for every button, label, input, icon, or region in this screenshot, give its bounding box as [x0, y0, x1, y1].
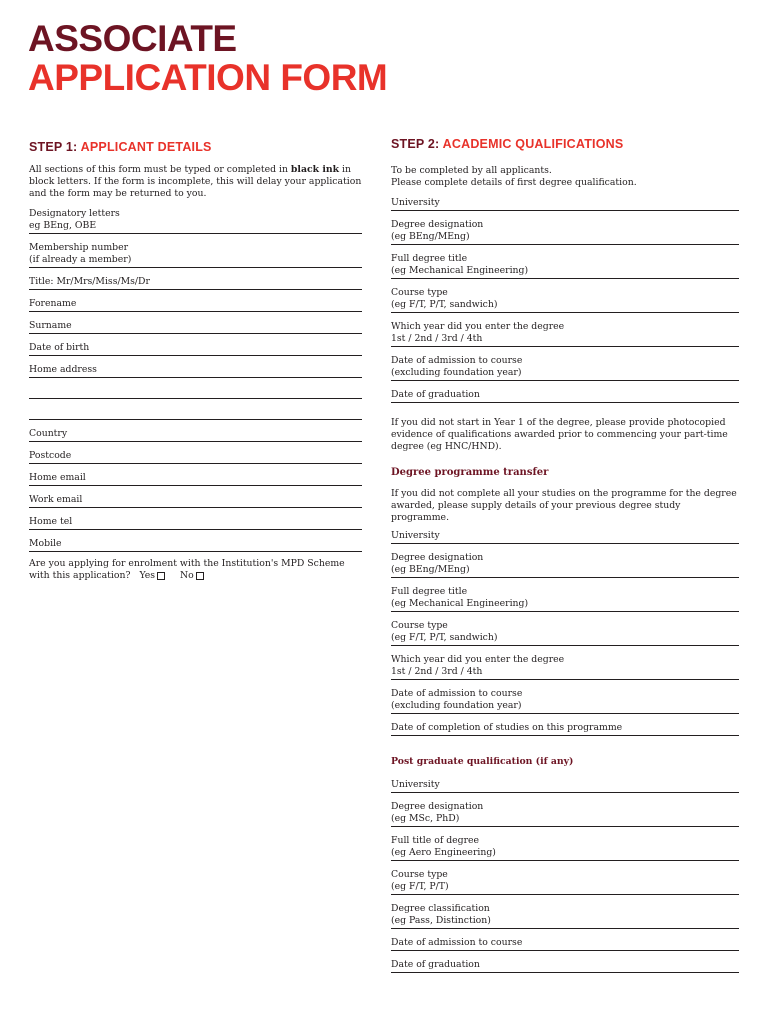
field-hint: 1st / 2nd / 3rd / 4th — [391, 666, 483, 677]
form-field[interactable] — [391, 935, 739, 951]
field-hint: (eg F/T, P/T, sandwich) — [391, 632, 498, 643]
form-field[interactable] — [391, 387, 739, 403]
step1-section — [29, 140, 362, 582]
form-field[interactable] — [29, 296, 362, 312]
field-hint: (eg BEng/MEng) — [391, 564, 470, 575]
form-field[interactable] — [391, 251, 739, 279]
form-field[interactable] — [391, 833, 739, 861]
field-label: Postcode — [29, 450, 72, 461]
step2-heading: STEP 2: ACADEMIC QUALIFICATIONS — [391, 137, 624, 151]
form-field[interactable] — [391, 901, 739, 929]
field-label: Degree designation — [391, 219, 484, 230]
form-field[interactable] — [391, 195, 739, 211]
field-hint: (eg Aero Engineering) — [391, 847, 496, 858]
form-field[interactable] — [29, 274, 362, 290]
form-field[interactable] — [29, 514, 362, 530]
title-line-1: ASSOCIATE — [28, 18, 237, 59]
field-hint: (eg F/T, P/T) — [391, 881, 449, 892]
form-field[interactable] — [29, 492, 362, 508]
field-label: Membership number — [29, 242, 129, 253]
form-field[interactable] — [391, 319, 739, 347]
field-label: Home email — [29, 472, 86, 483]
field-label: Surname — [29, 320, 72, 331]
field-label: Mobile — [29, 538, 62, 549]
step2-section — [391, 137, 739, 979]
step1-fields — [29, 206, 362, 378]
form-title — [28, 20, 387, 96]
title-line-2: APPLICATION FORM — [28, 57, 388, 98]
transfer-fields — [391, 528, 739, 736]
field-hint: (if already a member) — [29, 254, 132, 265]
field-label: Course type — [391, 287, 448, 298]
transfer-intro: If you did not complete all your studies on the programme for the degree awarded, please supply details of your previous degree study programme. — [391, 488, 737, 523]
transfer-heading: Degree programme transfer — [391, 467, 549, 478]
mpd-question: Are you applying for enrolment with the Institution's MPD Scheme with this application? Yes No — [29, 558, 345, 581]
form-field[interactable] — [391, 353, 739, 381]
field-hint: (eg F/T, P/T, sandwich) — [391, 299, 498, 310]
home-address-line-3[interactable] — [29, 405, 362, 420]
form-field[interactable] — [29, 426, 362, 442]
yes-checkbox[interactable] — [157, 572, 165, 580]
form-field[interactable] — [29, 318, 362, 334]
field-label: Full title of degree — [391, 835, 480, 846]
field-hint: (excluding foundation year) — [391, 367, 522, 378]
field-label: Date of graduation — [391, 959, 480, 970]
step1-intro: All sections of this form must be typed or completed in black ink in block letters. If the form is incomplete, this will delay your application and the form may be returned to you. — [29, 164, 362, 199]
field-hint: (eg MSc, PhD) — [391, 813, 460, 824]
field-label: Course type — [391, 869, 448, 880]
field-label: Country — [29, 428, 68, 439]
field-hint: (excluding foundation year) — [391, 700, 522, 711]
field-label: Degree designation — [391, 552, 484, 563]
field-label: Home tel — [29, 516, 73, 527]
form-field[interactable] — [391, 686, 739, 714]
form-field[interactable] — [29, 470, 362, 486]
form-field[interactable] — [391, 618, 739, 646]
form-field[interactable] — [391, 217, 739, 245]
field-label: Full degree title — [391, 586, 468, 597]
field-label: University — [391, 530, 440, 541]
field-label: Designatory letters — [29, 208, 120, 219]
step2-fields — [391, 195, 739, 403]
field-label: Date of admission to course — [391, 355, 523, 366]
field-label: Degree designation — [391, 801, 484, 812]
field-label: Date of graduation — [391, 389, 480, 400]
form-field[interactable] — [29, 536, 362, 552]
form-field[interactable] — [391, 652, 739, 680]
field-label: Which year did you enter the degree — [391, 654, 565, 665]
form-field[interactable] — [391, 528, 739, 544]
field-label: University — [391, 197, 440, 208]
step1-fields-contact — [29, 426, 362, 552]
field-label: University — [391, 779, 440, 790]
field-label: Which year did you enter the degree — [391, 321, 565, 332]
form-field[interactable] — [29, 206, 362, 234]
field-label: Date of admission to course — [391, 937, 523, 948]
field-hint: eg BEng, OBE — [29, 220, 97, 231]
home-address-line-2[interactable] — [29, 384, 362, 399]
form-field[interactable] — [391, 584, 739, 612]
postgrad-heading: Post graduate qualification (if any) — [391, 756, 574, 767]
field-label: Title: Mr/Mrs/Miss/Ms/Dr — [29, 276, 150, 287]
field-hint: (eg Mechanical Engineering) — [391, 265, 529, 276]
field-hint: (eg Pass, Distinction) — [391, 915, 491, 926]
form-field[interactable] — [391, 777, 739, 793]
form-field[interactable] — [391, 867, 739, 895]
form-field[interactable] — [29, 340, 362, 356]
postgrad-fields — [391, 777, 739, 973]
step2-intro: To be completed by all applicants. Please complete details of first degree qualification. — [391, 165, 637, 188]
form-field[interactable] — [391, 957, 739, 973]
field-label: Course type — [391, 620, 448, 631]
field-label: Full degree title — [391, 253, 468, 264]
field-label: Date of completion of studies on this programme — [391, 722, 623, 733]
form-field[interactable] — [391, 285, 739, 313]
form-field[interactable] — [391, 799, 739, 827]
form-field[interactable] — [29, 240, 362, 268]
form-field[interactable] — [391, 550, 739, 578]
no-label: No — [180, 570, 194, 581]
field-label: Work email — [29, 494, 83, 505]
yes-label: Yes — [139, 570, 156, 581]
field-hint: (eg Mechanical Engineering) — [391, 598, 529, 609]
field-label: Date of birth — [29, 342, 90, 353]
field-label: Forename — [29, 298, 77, 309]
field-hint: (eg BEng/MEng) — [391, 231, 470, 242]
form-field[interactable] — [391, 720, 739, 736]
field-label: Home address — [29, 364, 97, 375]
form-field[interactable] — [29, 448, 362, 464]
field-hint: 1st / 2nd / 3rd / 4th — [391, 333, 483, 344]
field-label: Degree classification — [391, 903, 490, 914]
step1-heading: STEP 1: APPLICANT DETAILS — [29, 140, 212, 154]
field-label: Date of admission to course — [391, 688, 523, 699]
part-time-note: If you did not start in Year 1 of the degree, please provide photocopied evidence of qualifications awarded prior to commencing your part-time degree (eg HNC/HND). — [391, 417, 728, 452]
form-field[interactable] — [29, 362, 362, 378]
no-checkbox[interactable] — [196, 572, 204, 580]
